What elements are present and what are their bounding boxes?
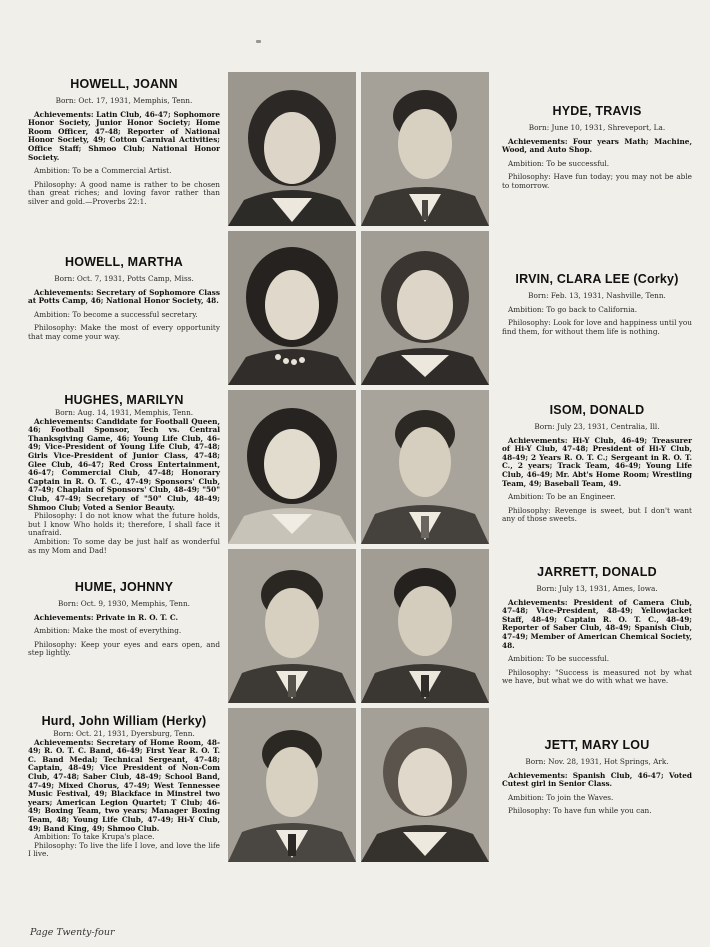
born-line: Born: July 13, 1931, Ames, Iowa. — [536, 584, 658, 593]
achievements — [502, 599, 692, 651]
born-line: Born: Oct. 9, 1930, Memphis, Tenn. — [58, 599, 190, 608]
philosophy: Philosophy: Look for love and happiness until you find them, for without them life is nothing. — [502, 318, 692, 336]
student-entry-howell-joann — [28, 77, 220, 212]
achievements — [28, 289, 220, 306]
philosophy: Philosophy: "Success is measured not by what we have, but what we do with what we have. — [502, 667, 692, 686]
ambition: Ambition: To some day be just half as wonderful as my Mom and Dad! — [28, 536, 220, 555]
portrait-irvin-clara-lee — [361, 231, 489, 385]
ambition: Ambition: To join the Waves. — [508, 792, 614, 802]
achievements-label: Achievements: — [508, 597, 568, 607]
portrait-hughes-marilyn — [228, 390, 356, 544]
student-name: HYDE, TRAVIS — [552, 104, 642, 118]
student-name: HOWELL, JOANN — [70, 77, 178, 91]
born-line: Born: Oct. 21, 1931, Dyersburg, Tenn. — [53, 729, 195, 738]
portrait-howell-martha — [228, 231, 356, 385]
ambition: Ambition: To be successful. — [508, 158, 610, 168]
born-line: Born: July 23, 1931, Centralia, Ill. — [534, 422, 660, 431]
achievements-text: Private in R. O. T. C. — [95, 612, 179, 622]
student-name: HOWELL, MARTHA — [64, 255, 184, 269]
student-entry-jett-mary-lou — [502, 738, 692, 821]
philosophy: Philosophy: Make the most of every opportunity that may come your way. — [28, 323, 220, 341]
print-speck — [256, 40, 261, 43]
philosophy: Philosophy: To live the life I love, and love the life I live. — [28, 840, 220, 859]
student-entry-hyde-travis — [502, 104, 692, 196]
born-line: Born: Oct. 7, 1931, Potts Camp, Miss. — [54, 274, 194, 283]
achievements — [28, 418, 220, 513]
portrait-jett-mary-lou — [361, 708, 489, 862]
portrait-howell-joann — [228, 72, 356, 226]
philosophy: Philosophy: To have fun while you can. — [508, 806, 652, 816]
portrait-hurd-john — [228, 708, 356, 862]
born-line: Born: Oct. 17, 1931, Memphis, Tenn. — [55, 96, 193, 105]
portrait-grid — [228, 72, 491, 864]
student-entry-jarrett-donald — [502, 565, 692, 691]
student-name: HUME, JOHNNY — [74, 580, 174, 594]
philosophy: Philosophy: Have fun today; you may not be able to tomorrow. — [502, 172, 692, 190]
achievements — [28, 614, 220, 623]
ambition: Ambition: To be successful. — [508, 654, 610, 664]
achievements-text: Hi-Y Club, 46-49; Treasurer of Hi-Y Club, 47-48; President of Hi-Y Club, 48-49; 2 Years R. O. T. C.; Sergeant in R. O. T. C., 2 years; Track Team, 46-49; Young Life Club, 46-49; Mr. Abt's Home Room; Wrestling Team, 49; Baseball Team, 49. — [502, 435, 692, 488]
achievements-text: Latin Club, 46-47; Sophomore Honor Society, Junior Honor Society; Home Room Officer, 47-48; Reporter of National Honor Society, 49; Cotton Carnival Activities; Office Staff; Shmoo Club; National Honor Society. — [28, 109, 220, 162]
student-entry-isom-donald — [502, 403, 692, 529]
ambition: Ambition: To be an Engineer. — [508, 492, 616, 502]
achievements — [502, 138, 692, 155]
philosophy: Philosophy: A good name is rather to be chosen than great riches; and loving favor rather than silver and gold.—Proverbs 22:1. — [28, 179, 220, 206]
achievements — [28, 739, 220, 834]
achievements-label: Achievements: — [34, 416, 94, 426]
ambition: Ambition: To take Krupa's place. — [34, 832, 155, 842]
achievements-label: Achievements: — [508, 770, 568, 780]
portrait-hume-johnny — [228, 549, 356, 703]
philosophy: Philosophy: Revenge is sweet, but I don't want any of those sweets. — [502, 505, 692, 524]
student-entry-irvin-clara-lee — [502, 272, 692, 341]
achievements-text: Secretary of Sophomore Class at Potts Camp, 46; National Honor Society, 48. — [28, 287, 220, 306]
student-name: Hurd, John William (Herky) — [41, 714, 207, 728]
achievements-text: Secretary of Home Room, 48-49; R. O. T. C. Band, 46-49; First Year R. O. T. C. Band Medal; Technical Sergeant, 47-48; Captain, 48-49; Vice President of Non-Com Club, 47-48; Saber Club, 48-49; School Band, 47-49; Mixed Chorus, 47-49; West Tennessee Music Festival, 49; Blackface in Minstrel two years; American Legion Quartet; T Club; 46-49; Boxing Team, two years; Manager Boxing Team, 48; Young Life Club, 47-49; Hi-Y Club, 49; Band King, 49; Shmoo Club. — [28, 737, 220, 833]
student-entry-howell-martha — [28, 255, 220, 347]
achievements — [502, 437, 692, 489]
born-line: Born: Feb. 13, 1931, Nashville, Tenn. — [528, 291, 666, 300]
portrait-isom-donald — [361, 390, 489, 544]
portrait-hyde-travis — [361, 72, 489, 226]
student-name: JARRETT, DONALD — [537, 565, 657, 579]
achievements-label: Achievements: — [34, 287, 94, 297]
student-entry-hume-johnny — [28, 580, 220, 663]
philosophy: Philosophy: Keep your eyes and ears open, and step lightly. — [28, 639, 220, 658]
born-line: Born: Aug. 14, 1931, Memphis, Tenn. — [54, 408, 194, 417]
page-number: Page Twenty-four — [30, 927, 115, 938]
student-name: ISOM, DONALD — [549, 403, 645, 417]
ambition: Ambition: To become a successful secretary. — [34, 309, 198, 319]
achievements-label: Achievements: — [508, 435, 568, 445]
achievements-text: President of Camera Club, 47-48; Vice-President, 48-49; Yellowjacket Staff, 48-49; Captain R. O. T. C., 48-49; Reporter of Saber Club, 48-49; Spanish Club, 47-49; Member of American Chemical Society, 48. — [502, 597, 692, 650]
achievements-label: Achievements: — [508, 136, 568, 146]
achievements-label: Achievements: — [34, 612, 94, 622]
achievements-label: Achievements: — [34, 737, 94, 747]
achievements-label: Achievements: — [34, 109, 94, 119]
achievements — [502, 772, 692, 789]
ambition: Ambition: To go back to California. — [508, 304, 638, 314]
student-entry-hurd-john — [28, 714, 220, 864]
achievements-text: Spanish Club, 46-47; Voted Cutest girl in Senior Class. — [502, 770, 692, 789]
ambition: Ambition: Make the most of everything. — [34, 626, 182, 636]
achievements-text: Four years Math; Machine, Wood, and Auto Shop. — [502, 136, 692, 155]
portrait-jarrett-donald — [361, 549, 489, 703]
student-name: HUGHES, MARILYN — [64, 393, 184, 407]
student-name: JETT, MARY LOU — [544, 738, 650, 752]
philosophy: Philosophy: I do not know what the future holds, but I know Who holds it; therefore, I shall face it unafraid. — [28, 511, 220, 538]
born-line: Born: June 10, 1931, Shreveport, La. — [528, 123, 666, 132]
student-name: IRVIN, CLARA LEE (Corky) — [515, 272, 679, 286]
born-line: Born: Nov. 28, 1931, Hot Springs, Ark. — [525, 757, 669, 766]
achievements-text: Candidate for Football Queen, 46; Football Sponsor, Tech vs. Central Thanksgiving Game, 46; Young Life Club, 46-49; Vice-President of Young Life Club, 47-48; Girls Vice-President of Junior Class, 47-48; Glee Club, 46-47; Red Cross Entertainment, 46-47; Commercial Club, 47-48; Honorary Captain in R. O. T. C., 47-49; Sponsors' Club, 47-49; Chaplain of Sponsors' Club, 48-49; "50" Club, 47-49; Secretary of "50" Club, 48-49; Shmoo Club; Voted a Senior Beauty. — [28, 416, 220, 512]
student-entry-hughes-marilyn — [28, 393, 220, 560]
ambition: Ambition: To be a Commercial Artist. — [34, 166, 172, 176]
achievements — [28, 111, 220, 163]
